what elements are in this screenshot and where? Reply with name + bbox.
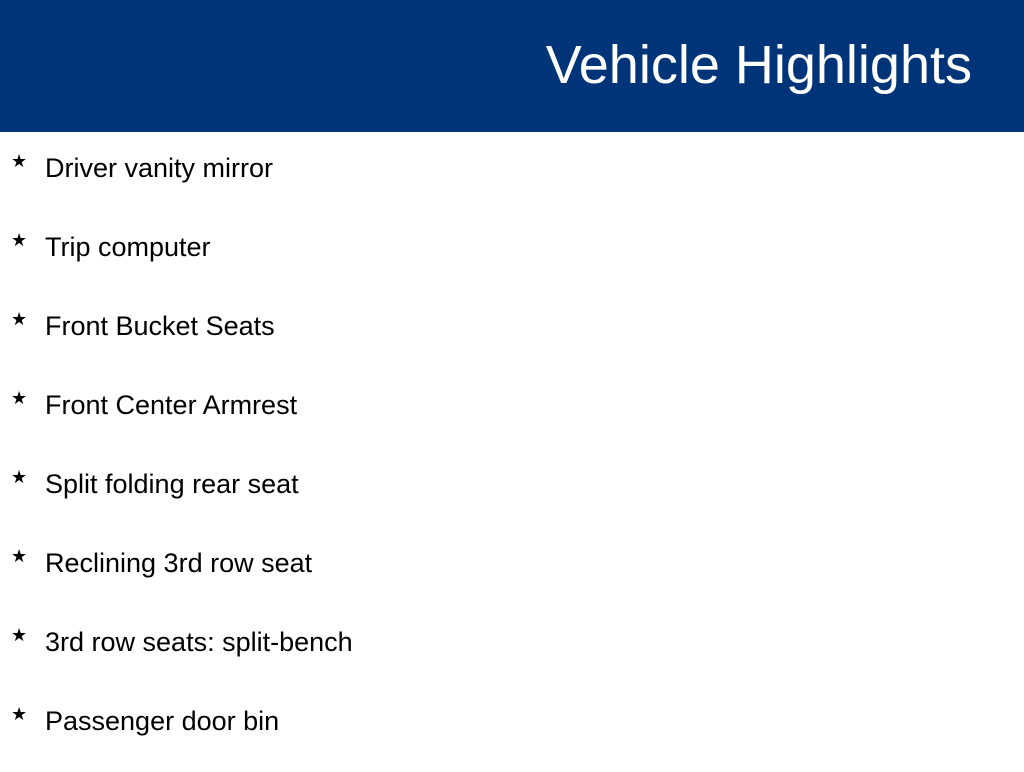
list-item-label: Split folding rear seat <box>45 469 299 499</box>
star-icon: ★ <box>11 467 28 488</box>
list-item-label: Driver vanity mirror <box>45 153 274 183</box>
title-banner <box>0 0 1024 132</box>
star-icon: ★ <box>11 546 28 567</box>
list-item-label: Front Center Armrest <box>45 390 298 420</box>
list-item-label: 3rd row seats: split-bench <box>45 627 353 657</box>
list-item-label: Passenger door bin <box>45 706 280 736</box>
list-item-label: Front Bucket Seats <box>45 311 275 341</box>
star-icon: ★ <box>11 388 28 409</box>
star-icon: ★ <box>11 704 28 725</box>
list-item-label: Trip computer <box>45 232 211 262</box>
page-title: Vehicle Highlights <box>545 35 972 95</box>
star-icon: ★ <box>11 625 28 646</box>
star-icon: ★ <box>11 230 28 251</box>
star-icon: ★ <box>11 309 28 330</box>
star-icon: ★ <box>11 151 28 172</box>
list-item-label: Reclining 3rd row seat <box>45 548 313 578</box>
